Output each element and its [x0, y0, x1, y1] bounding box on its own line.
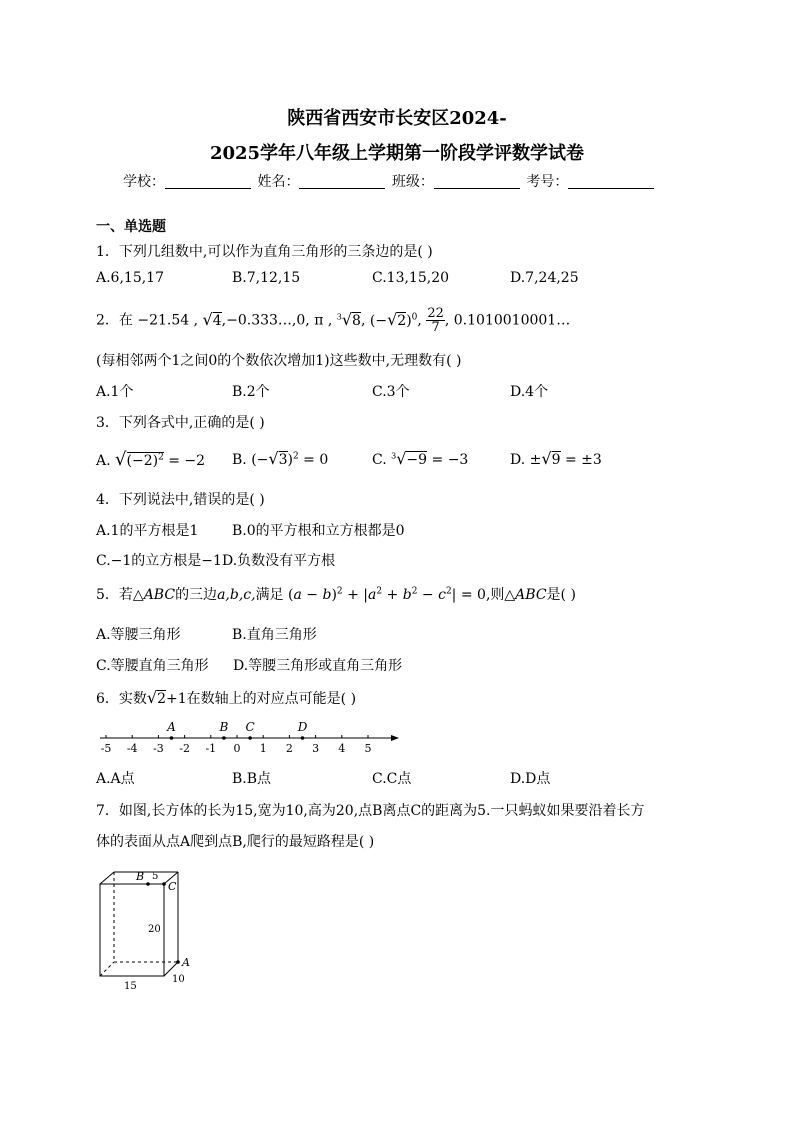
point-label-b: B: [219, 720, 229, 734]
tick-label: 2: [285, 742, 293, 755]
q6-option-c: C.C点: [372, 771, 412, 787]
q2-stem: 2．在 −21.54 , √4,−0.333…,0, π , $^3$√8, $(-√2)^0$, $\frac{22}{7}$ , 0.1010010001…: [96, 306, 571, 336]
q7-stem-line-2: 体的表面从点A爬到点B,爬行的最短路程是( ): [96, 834, 375, 850]
q3-option-c: C. $^3$√−9 = −3: [372, 449, 469, 468]
sqrt-4: √4: [202, 309, 222, 329]
q2-option-a: A.1个: [96, 384, 134, 400]
number-line: [90, 714, 410, 756]
title-line-2: 2025学年八年级上学期第一阶段学评数学试卷: [209, 143, 585, 164]
school-blank[interactable]: [165, 174, 251, 189]
q1-option-c: C.13,15,20: [372, 270, 450, 286]
name-blank[interactable]: [299, 174, 385, 189]
q5-option-c: C.等腰直角三角形: [96, 658, 209, 674]
q2-option-c: C.3个: [372, 384, 410, 400]
q3-option-a: A. $√(-2)^2 = -2$: [96, 449, 206, 470]
q4-option-d: D.负数没有平方根: [222, 553, 336, 569]
label-c: C: [168, 880, 177, 893]
q1-option-d: D.7,24,25: [510, 270, 579, 286]
q1-stem: 1．下列几组数中,可以作为直角三角形的三条边的是( ): [96, 244, 433, 260]
q2-prefix: 2．在: [96, 312, 133, 329]
school-label: 学校：: [123, 174, 165, 190]
q4-option-a: A.1的平方根是1: [96, 523, 199, 539]
q2-stem-2: (每相邻两个1之间0的个数依次增加1)这些数中,无理数有( ): [96, 353, 462, 369]
exam-number-blank[interactable]: [568, 174, 654, 189]
q2-option-b: B.2个: [232, 384, 270, 400]
label-b: B: [136, 870, 145, 883]
q2-option-d: D.4个: [510, 384, 549, 400]
class-blank[interactable]: [434, 174, 520, 189]
cbrt-8: $^3$√8: [336, 309, 361, 329]
tick-label: 0: [233, 742, 241, 755]
point-b: [222, 736, 226, 740]
q2-list-a: −21.54 ,: [137, 312, 199, 329]
tick-label: -2: [179, 742, 190, 755]
tick-label: -1: [205, 742, 217, 755]
point-a: [170, 736, 174, 740]
class-label: 班级：: [391, 174, 434, 190]
q5-option-b: B.直角三角形: [232, 627, 317, 643]
q6-option-d: D.D点: [510, 771, 551, 787]
tick-label: 3: [312, 742, 320, 755]
name-label: 姓名：: [257, 174, 300, 190]
q4-stem: 4．下列说法中,错误的是( ): [96, 492, 265, 508]
point-label-a: A: [167, 720, 176, 734]
point-a: [176, 960, 180, 964]
tick-label: 4: [338, 742, 346, 755]
tick-label: -4: [126, 742, 138, 755]
q3-stem: 3．下列各式中,正确的是( ): [96, 415, 265, 431]
tick-label: -3: [153, 742, 164, 755]
q2-list-c: 0.1010010001…: [453, 312, 571, 329]
cuboid-figure: [92, 862, 204, 994]
student-info-row: [123, 171, 656, 191]
q5-stem: 5．若△ABC的三边a,b,c,满足 $(a - b)^2 + |a^2 + b^2 - c^2| = 0$,则△ABC是( ): [96, 586, 576, 603]
q4-option-b: B.0的平方根和立方根都是0: [232, 523, 405, 539]
point-label-c: C: [245, 720, 255, 734]
point-label-d: D: [297, 720, 308, 734]
exam-number-label: 考号：: [526, 174, 569, 190]
q4-option-c: C.−1的立方根是−1: [96, 553, 222, 569]
point-c: [248, 736, 252, 740]
label-length: 15: [124, 981, 137, 992]
point-b: [146, 882, 150, 886]
point-d: [301, 736, 305, 740]
q6-stem: 6．实数√2+1在数轴上的对应点可能是( ): [96, 688, 357, 707]
q3-option-d: D. ±√9 = ±3: [510, 449, 602, 468]
fraction-22-7: $\frac{22}{7}$: [427, 306, 444, 336]
point-c: [162, 882, 166, 886]
label-width: 10: [172, 974, 185, 985]
neg-sqrt2-pow0: $(-√2)^0$: [369, 309, 418, 329]
label-five: 5: [152, 871, 159, 882]
tick-label: 1: [259, 742, 267, 755]
label-height: 20: [148, 924, 161, 935]
q5-option-a: A.等腰三角形: [96, 627, 181, 643]
q3-option-b: B. $(-√3)^2 = 0$: [232, 449, 329, 468]
q6-option-a: A.A点: [96, 771, 135, 787]
tick-label: -5: [100, 742, 112, 755]
q5-option-d: D.等腰三角形或直角三角形: [233, 658, 403, 674]
label-a: A: [182, 956, 190, 969]
tick-label: 5: [364, 742, 372, 755]
title-line-1: 陕西省西安市长安区2024-: [287, 108, 507, 129]
q1-option-a: A.6,15,17: [96, 270, 164, 286]
q7-stem-line-1: 7．如图,长方体的长为15,宽为10,高为20,点B离点C的距离为5.一只蚂蚁如果要沿着长方: [96, 803, 645, 819]
q1-option-b: B.7,12,15: [232, 270, 301, 286]
q5-equation: $(a - b)^2 + |a^2 + b^2 - c^2| = 0$: [288, 586, 486, 603]
q6-option-b: B.B点: [232, 771, 272, 787]
section-heading: 一、单选题: [96, 219, 166, 235]
q2-list-b: ,−0.333…,0, π ,: [221, 312, 333, 329]
